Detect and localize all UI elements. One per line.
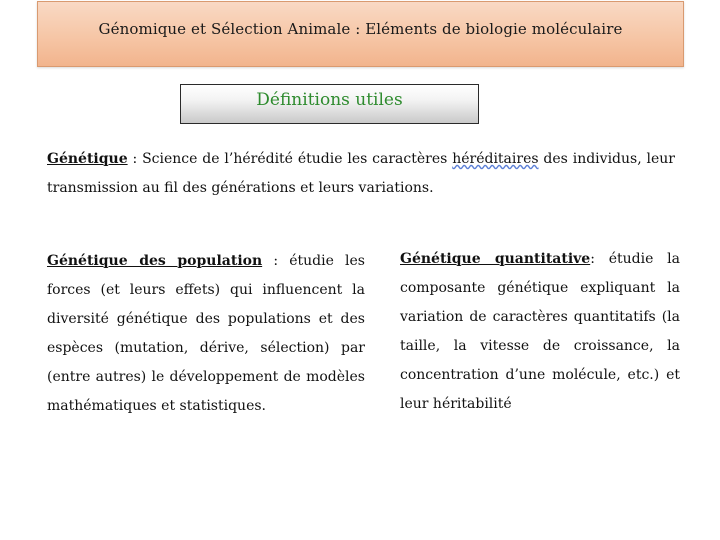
definition-genetique [47,145,675,203]
definition-genetique-quantitative [400,245,680,419]
term-genetique-quantitative: Génétique quantitative [400,251,591,267]
definition-populations-text: : étudie les forces (et leurs effets) qui influencent la diversité génétique des populations et des espèces (mutation, dérive, sélection) par (entre autres) le développement de modèles mathématiques et statistiques. [47,253,365,414]
section-heading: Définitions utiles [256,90,403,110]
definition-quantitative-text: : étudie la composante génétique expliquant la variation de caractères quantitatifs (la taille, la vitesse de croissance, la concentration d’une molécule, etc.) et leur héritabilité [400,251,680,412]
definition-genetique-text-end: des individus, leur transmission au fil des générations et leurs variations. [47,151,676,196]
title-banner [37,1,684,67]
page-title: Génomique et Sélection Animale : Eléments de biologie moléculaire [98,20,623,38]
section-heading-box [180,84,479,124]
term-genetique-populations: Génétique des population [47,253,263,269]
word-hereditaires: héréditaires [452,151,539,167]
term-genetique: Génétique [47,151,128,167]
definition-genetique-text: : Science de l’hérédité étudie les caractères [127,151,453,167]
definition-genetique-populations [47,247,365,421]
